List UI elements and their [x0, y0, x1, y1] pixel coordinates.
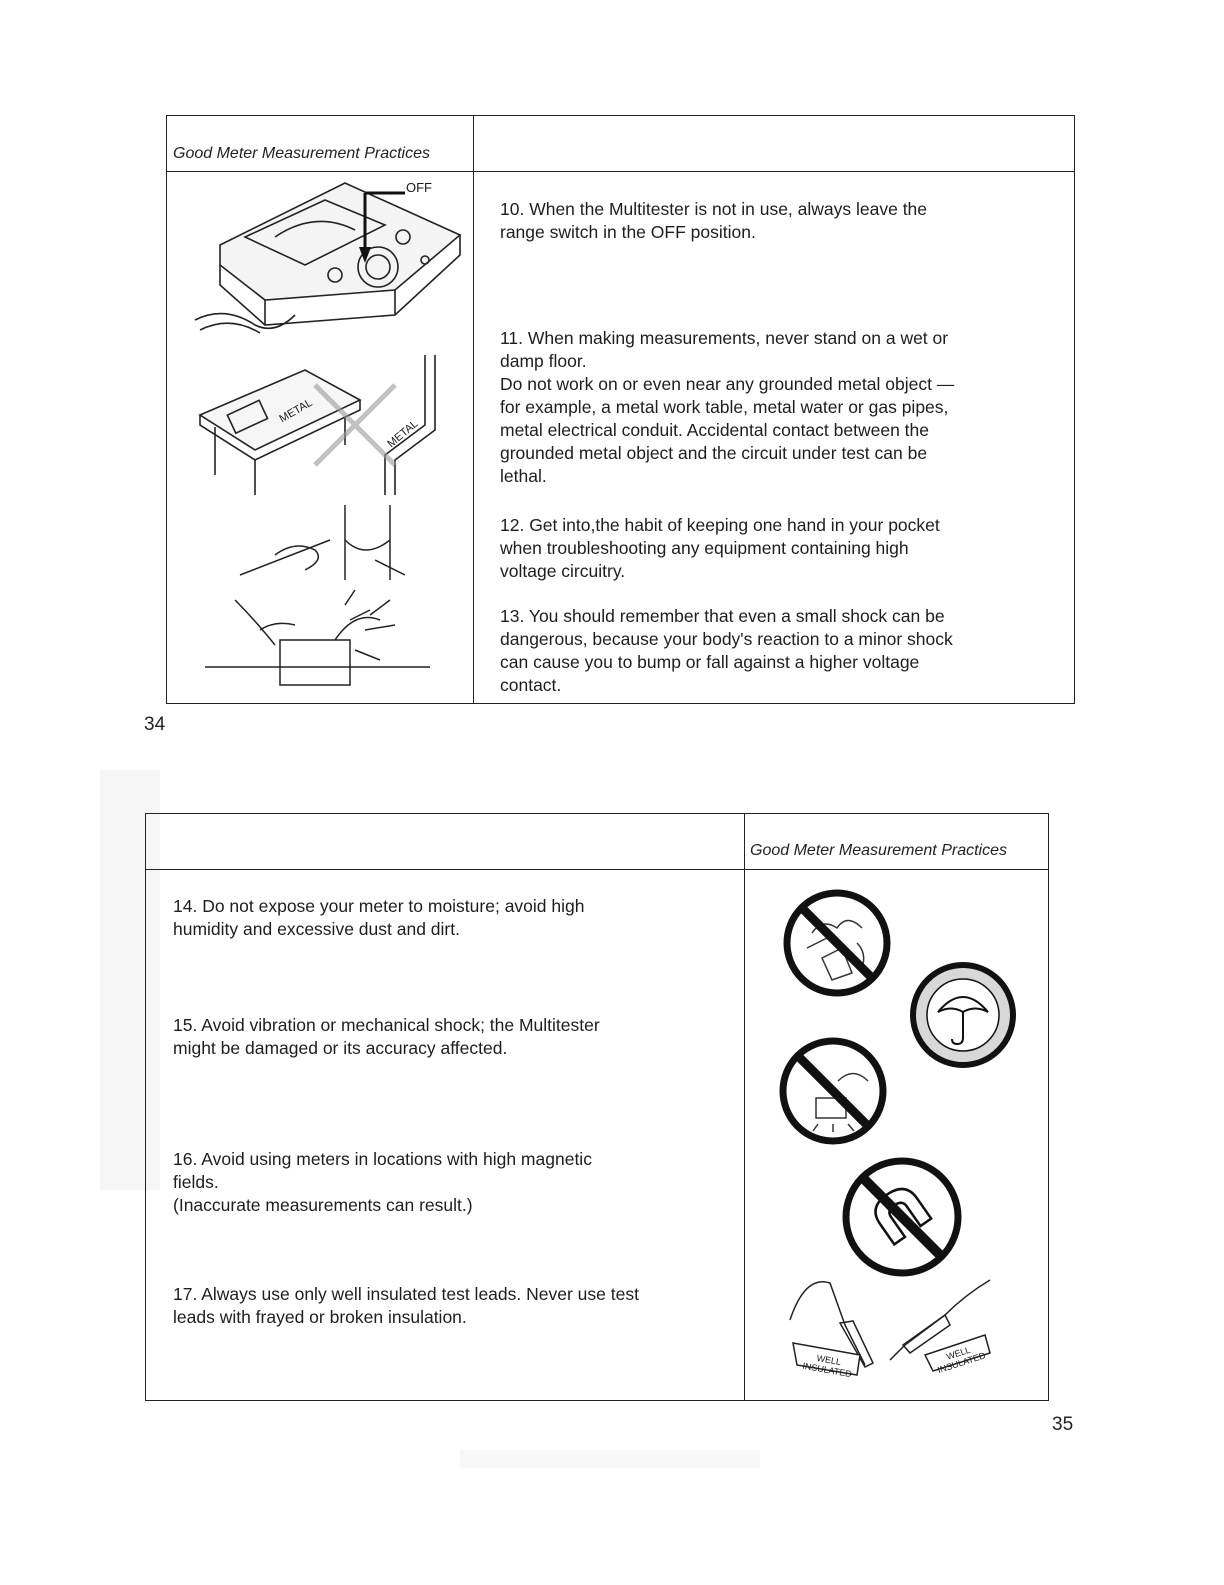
table-header-label: Good Meter Measurement Practices — [750, 842, 1007, 859]
practice-item-11: 11. When making measurements, never stand on a wet or damp floor. Do not work on or even near any grounded metal object — for example, a metal work table, metal water or gas pipes, metal electrical conduit. Accidental contact between the grounded metal object and the circuit under test can be lethal. — [500, 328, 955, 486]
table-header-label: Good Meter Measurement Practices — [173, 145, 430, 162]
multitester-illustration — [195, 175, 465, 365]
scan-shadow — [460, 1450, 760, 1468]
one-hand-illustration — [235, 500, 415, 590]
shock-illustration — [205, 590, 440, 700]
umbrella-icon — [908, 960, 1018, 1070]
practice-item-10: 10. When the Multitester is not in use, always leave the range switch in the OFF position. — [500, 199, 928, 242]
no-moisture-icon — [782, 888, 892, 998]
well-insulated-label: WELL INSULATED — [936, 1344, 987, 1376]
practice-item-12: 12. Get into,the habit of keeping one hand in your pocket when troubleshooting any equipment containing high voltage circuitry. — [500, 515, 940, 581]
practice-item-13: 13. You should remember that even a small shock can be dangerous, because your body's reaction to a minor shock can cause you to bump or fall against a higher voltage contact. — [500, 606, 953, 695]
metal-label: METAL — [385, 417, 421, 451]
no-magnet-icon — [840, 1155, 965, 1280]
header-divider — [166, 171, 1075, 172]
practice-item-14: 14. Do not expose your meter to moisture; avoid high humidity and excessive dust and dirt. — [173, 896, 585, 939]
off-label: OFF — [406, 180, 432, 195]
practice-item-17: 17. Always use only well insulated test leads. Never use test leads with frayed or broken insulation. — [173, 1284, 639, 1327]
column-divider — [473, 115, 474, 704]
column-divider — [744, 813, 745, 1401]
page-number-35: 35 — [1052, 1414, 1074, 1435]
metal-label: METAL — [277, 396, 315, 426]
practice-item-15: 15. Avoid vibration or mechanical shock; the Multitester might be damaged or its accuracy affected. — [173, 1015, 600, 1058]
well-insulated-label: WELL INSULATED — [801, 1353, 853, 1380]
no-shock-icon — [778, 1036, 888, 1146]
page-number-34: 34 — [144, 714, 166, 735]
header-divider — [145, 869, 1049, 870]
practice-item-16: 16. Avoid using meters in locations with high magnetic fields. (Inaccurate measurements can result.) — [173, 1149, 592, 1215]
